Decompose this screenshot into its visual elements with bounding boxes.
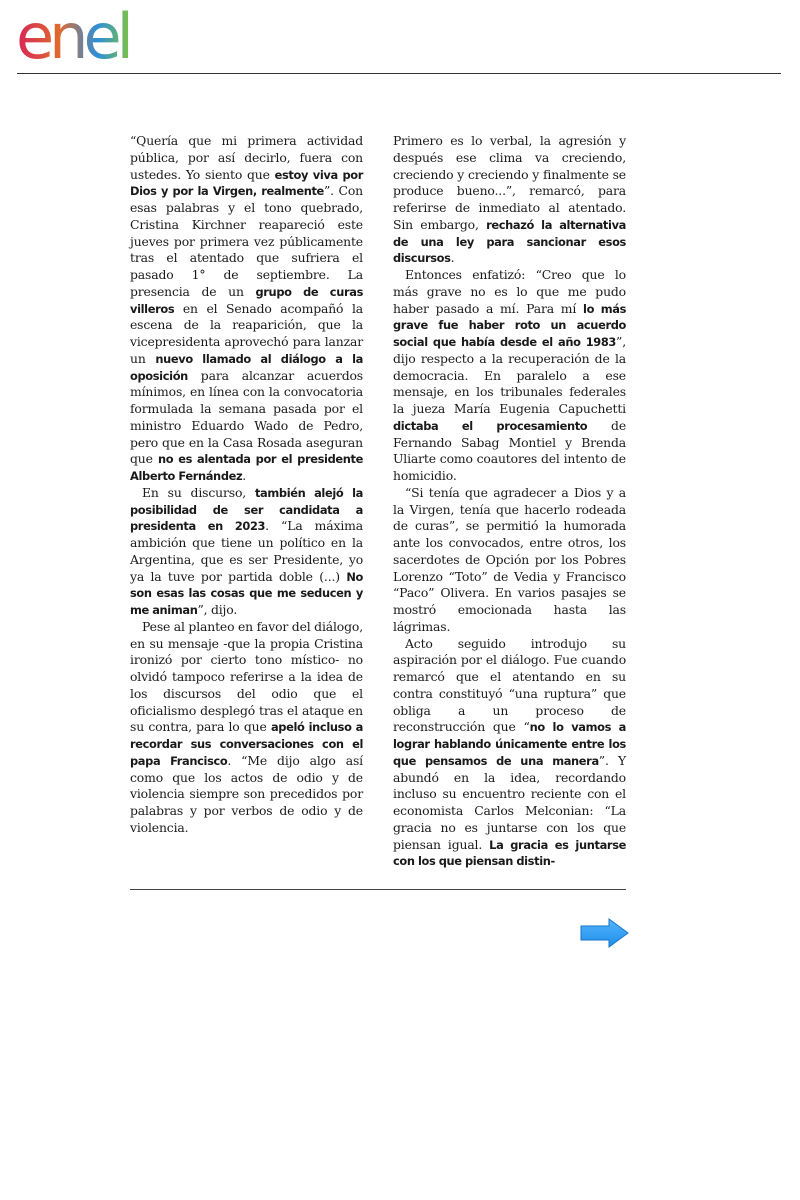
article-paragraph: En su discurso, también alejó la posibilidad de ser candidata a presidenta en 2023. “La máxima ambición que tiene un político en la Argentina, que es ser Presidente, yo ya la tuve por partida doble (...) No son esas las cosas que me seducen y me animan”, dijo. <box>130 484 363 617</box>
article-column-left <box>130 133 363 873</box>
article-paragraph: Pese al planteo en favor del diálogo, en su mensaje -que la propia Cristina ironizó por cierto tono místico- no olvidó tampoco referirse a la idea de los discursos del odio que el oficialismo desplegó tras el ataque en su contra, para lo que apeló incluso a recordar sus conversaciones con el papa Francisco. “Me dijo algo así como que los actos de odio y de violencia siempre son precedidos por palabras y por verbos de odio y de violencia. <box>130 618 363 835</box>
enel-logo: enel <box>16 0 129 73</box>
article-paragraph: “Quería que mi primera actividad pública, por así decirlo, fuera con ustedes. Yo siento que estoy viva por Dios y por la Virgen, realmente”. Con esas palabras y el tono quebrado, Cristina Kirchner reapareció este jueves por primera vez públicamente tras el atentado que sufriera el pasado 1° de septiembre. La presencia de un grupo de curas villeros en el Senado acompañó la escena de la reaparición, que la vicepresidenta aprovechó para lanzar un nuevo llamado al diálogo a la oposición para alcanzar acuerdos mínimos, en línea con la convocatoria formulada la semana pasada por el ministro Eduardo Wado de Pedro, pero que en la Casa Rosada aseguran que no es alentada por el presidente Alberto Fernández. <box>130 133 364 483</box>
article-paragraph: “Si tenía que agradecer a Dios y a la Virgen, tenía que hacerlo rodeada de curas”, se permitió la humorada ante los convocados, entre otros, los sacerdotes de Opción por los Pobres Lorenzo “Toto” de Vedia y Francisco “Paco” Olivera. En varios pasajes se mostró emocionada hasta las lágrimas. <box>393 484 626 634</box>
article-bottom-divider <box>130 889 626 890</box>
article-column-right <box>393 133 626 873</box>
article-body <box>130 133 627 873</box>
right-arrow-icon <box>579 917 631 949</box>
header-divider <box>17 73 781 74</box>
article-paragraph: Primero es lo verbal, la agresión y después ese clima va creciendo, creciendo y creciendo y finalmente se produce bueno...”, remarcó, para referirse de inmediato al atentado. Sin embargo, rechazó la alternativa de una ley para sancionar esos discursos. <box>393 133 626 266</box>
article-paragraph: Acto seguido introdujo su aspiración por el diálogo. Fue cuando remarcó que el atentando en su contra constituyó “una ruptura” que obliga a un proceso de reconstrucción que “no lo vamos a lograr hablando únicamente entre los que pensamos de una manera”. Y abundó en la idea, recordando incluso su encuentro reciente con el economista Carlos Melconian: “La gracia no es juntarse con los que piensan igual. La gracia es juntarse con los que piensan distin- <box>393 635 627 869</box>
next-page-button[interactable] <box>579 917 631 949</box>
article-paragraph: Entonces enfatizó: “Creo que lo más grave no es lo que me pudo haber pasado a mí. Para mí lo más grave fue haber roto un acuerdo social que había desde el año 1983”, dijo respecto a la recuperación de la democracia. En paralelo a ese mensaje, en los tribunales federales la jueza María Eugenia Capuchetti dictaba el procesamiento de Fernando Sabag Montiel y Brenda Uliarte como coautores del intento de homicidio. <box>393 267 627 483</box>
